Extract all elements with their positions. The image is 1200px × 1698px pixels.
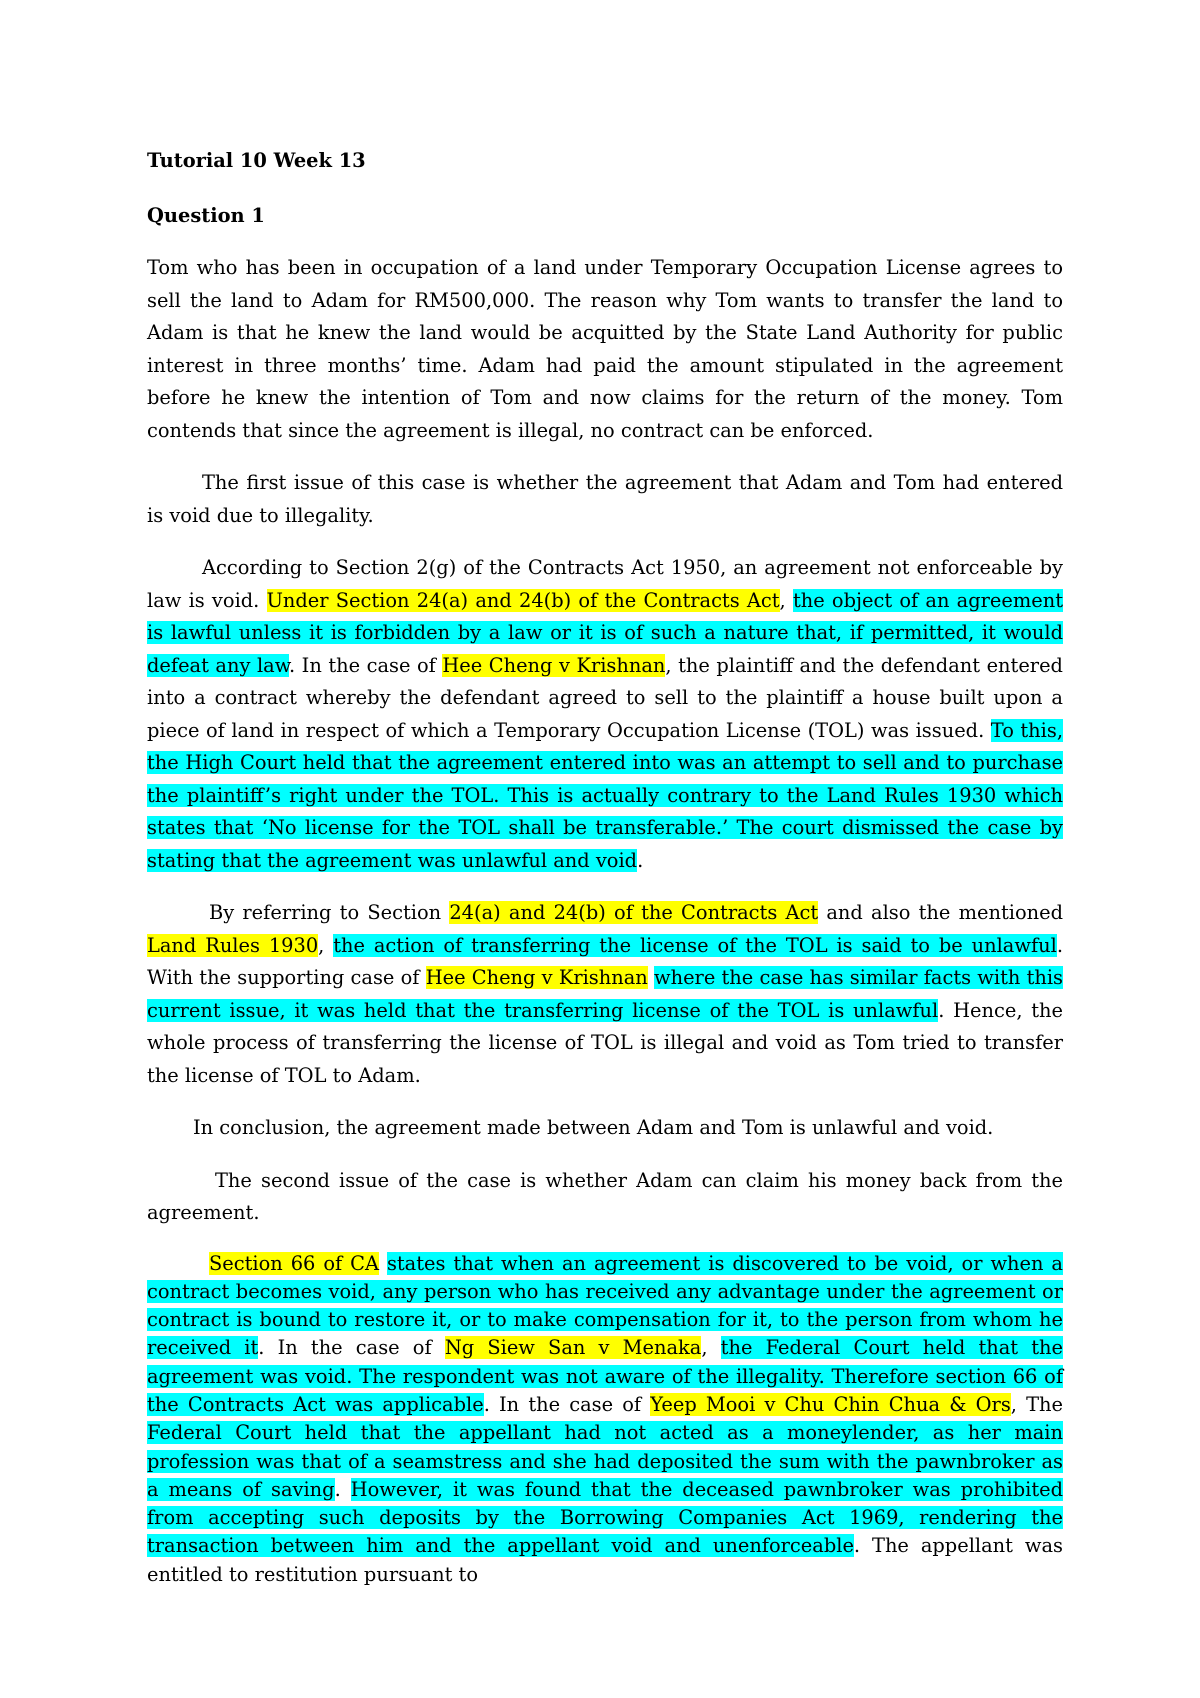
analysis-paragraph-1 bbox=[147, 552, 1063, 877]
cyan-highlight-text: Federal Court held that the appellant had not acted as a moneylender, as her main profession was that of a seamstress and she had deposited the sum with the pawnbroker as a means of saving bbox=[147, 1421, 1063, 1501]
cyan-highlight-text: However, it was found that the deceased pawnbroker was prohibited from accepting such deposits by the Borrowing Companies Act 1969, rendering the transaction between him and the appellant void and unenforceable bbox=[147, 1477, 1063, 1558]
body-text: . In the case of bbox=[483, 1392, 651, 1416]
second-issue-paragraph bbox=[147, 1165, 1063, 1230]
yellow-highlight-text: Section 66 of CA bbox=[209, 1251, 379, 1275]
body-text bbox=[379, 1252, 387, 1275]
document-page bbox=[147, 145, 1063, 1609]
body-text: By referring to Section bbox=[209, 901, 450, 924]
yellow-highlight-text: Hee Cheng v Krishnan bbox=[425, 966, 648, 989]
second-issue-text: The second issue of the case is whether Adam can claim his money back from the agreement. bbox=[147, 1168, 1063, 1224]
body-text: . In the case of bbox=[289, 653, 443, 677]
first-issue-paragraph bbox=[147, 467, 1063, 532]
yellow-highlight-text: Hee Cheng v Krishnan bbox=[442, 653, 666, 677]
cyan-highlight-text: To this, the High Court held that the agreement entered into was an attempt to sell and to purchase the plaintiff’s right under the TOL. This is actually contrary to the Land Rules 1930 which states that ‘No license for the TOL shall be transferable.’ The court dismissed the case by stating that the agreement was unlawful and void bbox=[147, 718, 1063, 872]
body-text: , bbox=[701, 1336, 721, 1360]
body-text: , The bbox=[1010, 1392, 1063, 1416]
analysis-paragraph-3 bbox=[147, 1250, 1063, 1590]
cyan-highlight-text: states that when an agreement is discovered to be void, or when a contract becomes void, any person who has received any advantage under the agreement or contract is bound to restore it, or to make compensation for it, to the person from whom he received it bbox=[147, 1251, 1063, 1360]
yellow-highlight-text: 24(a) and 24(b) of the Contracts Act bbox=[449, 901, 819, 924]
body-text: and also the mentioned bbox=[818, 901, 1064, 924]
yellow-highlight-text: Land Rules 1930 bbox=[147, 933, 319, 957]
body-text: . Hence, the whole process of transferring the license of TOL is illegal and void as Tom tried to transfer the license of TOL to Adam. bbox=[147, 998, 1064, 1087]
body-text: . bbox=[637, 848, 644, 872]
question-heading: Question 1 bbox=[147, 203, 265, 227]
conclusion-text: In conclusion, the agreement made between Adam and Tom is unlawful and void. bbox=[193, 1116, 994, 1139]
body-text: . bbox=[334, 1477, 351, 1501]
analysis-paragraph-2 bbox=[147, 897, 1063, 1092]
conclusion-paragraph bbox=[147, 1112, 1063, 1145]
body-text: , the plaintiff and the defendant entered into a contract whereby the defendant agreed to sell to the plaintiff a house built upon a piece of land in respect of which a Temporary Occupation License (TOL) was issued. bbox=[147, 653, 1063, 742]
yellow-highlight-text: Yeep Mooi v Chu Chin Chua & Ors bbox=[650, 1392, 1011, 1416]
cyan-highlight-text: where the case has similar facts with this current issue, it was held that the transferring license of the TOL is unlawful bbox=[147, 966, 1064, 1022]
body-text: . The appellant was entitled to restitution pursuant to bbox=[147, 1534, 1063, 1586]
facts-paragraph: Tom who has been in occupation of a land under Temporary Occupation License agrees to sell the land to Adam for RM500,000. The reason why Tom wants to transfer the land to Adam is that he knew the land would be acquitted by the State Land Authority for public interest in three months’ time. Adam had paid the amount stipulated in the agreement before he knew the intention of Tom and now claims for the return of the money. Tom contends that since the agreement is illegal, no contract can be enforced. bbox=[147, 256, 1063, 442]
cyan-highlight-text: the action of transferring the license of the TOL is said to be unlawful bbox=[333, 933, 1057, 957]
document-title: Tutorial 10 Week 13 bbox=[147, 149, 366, 172]
body-text: , bbox=[779, 588, 793, 612]
yellow-highlight-text: Ng Siew San v Menaka bbox=[444, 1336, 702, 1360]
body-text: According to Section 2(g) of the Contracts Act 1950, an agreement not enforceable by law is void. bbox=[147, 556, 1063, 612]
body-text: . In the case of bbox=[258, 1336, 445, 1360]
body-text: , bbox=[318, 933, 334, 957]
first-issue-text: The first issue of this case is whether the agreement that Adam and Tom had entered is void due to illegality. bbox=[147, 471, 1063, 527]
body-text: . With the supporting case of bbox=[147, 933, 1064, 989]
yellow-highlight-text: Under Section 24(a) and 24(b) of the Contracts Act bbox=[266, 588, 780, 612]
cyan-highlight-text: the object of an agreement is lawful unless it is forbidden by a law or it is of such a nature that, if permitted, it would defeat any law bbox=[147, 588, 1064, 677]
cyan-highlight-text: the Federal Court held that the agreement was void. The respondent was not aware of the illegality. Therefore section 66 of the Contracts Act was applicable bbox=[147, 1336, 1064, 1416]
